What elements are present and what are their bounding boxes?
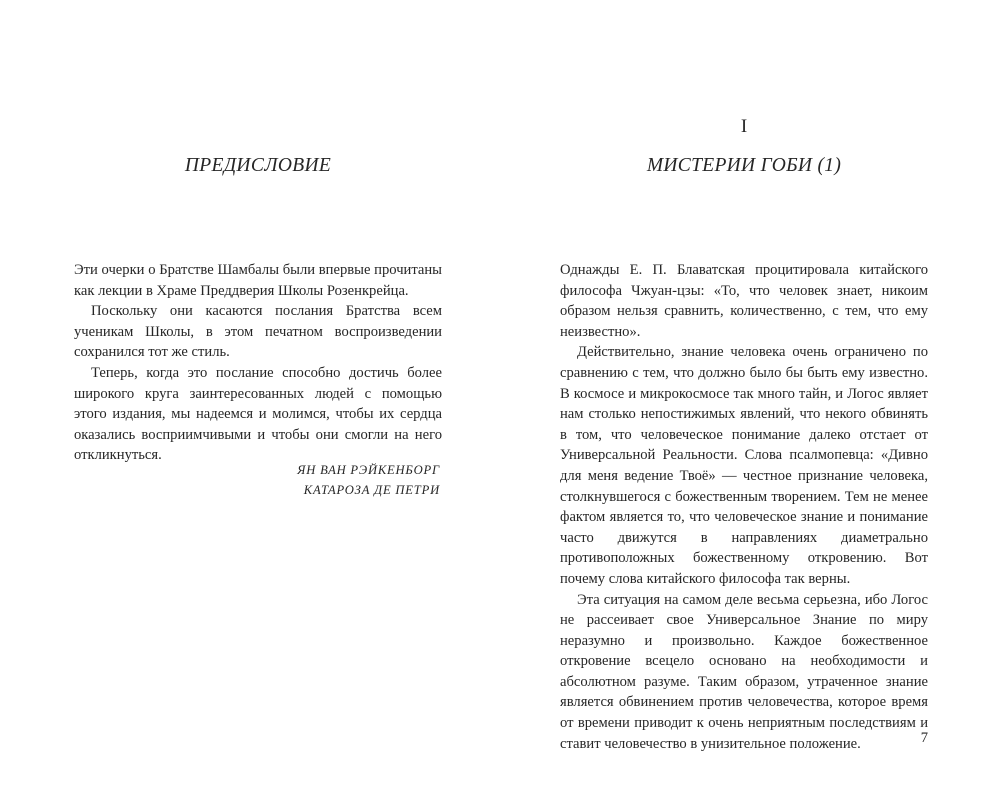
chapter-heading: МИСТЕРИИ ГОБИ (1) (646, 155, 842, 176)
author-name: ЯН ВАН РЭЙКЕНБОРГ (297, 463, 440, 477)
chapter-text (560, 260, 928, 754)
chapter-paragraph: Эта ситуация на самом деле весьма серьезна, ибо Логос не рассеивает свое Универсальное Знание по миру неразумно и произвольно. Каждое божественное откровение всецело основано на необходимости и абсолютном разуме. Таким образом, утраченное знание является обвинением против человечества, которое время от времени приводит к очень неприятным последствиям и ставит человечество в унизительное положение. (560, 591, 928, 752)
preface-paragraph: Поскольку они касаются послания Братства всем ученикам Школы, в этом печатном воспроизведении сохранился тот же стиль. (74, 303, 442, 361)
author-signatures (297, 460, 440, 500)
chapter-paragraph: Однажды Е. П. Блаватская процитировала китайского философа Чжуан-цзы: «То, что человек знает, никоим образом нельзя сравнить, количественно, с тем, что ему неизвестно». (560, 262, 928, 340)
page-number: 7 (920, 730, 928, 746)
preface-paragraph: Эти очерки о Братстве Шамбалы были впервые прочитаны как лекции в Храме Преддверия Школы Розенкрейца. (74, 262, 442, 299)
preface-text (74, 260, 442, 466)
left-page (74, 0, 442, 794)
preface-paragraph: Теперь, когда это послание способно достичь более широкого круга заинтересованных людей с помощью этого издания, мы надеемся и молимся, чтобы их сердца оказались восприимчивыми и чтобы они смогли на него откликнуться. (74, 364, 442, 464)
chapter-number: I (740, 116, 748, 137)
chapter-paragraph: Действительно, знание человека очень ограничено по сравнению с тем, что должно было бы быть ему известно. В космосе и микрокосмосе так много тайн, и Логос являет нам столько непостижимых явлений, что некого обвинять в том, что человеческое понимание далеко отстает от Универсальной Реальности. Слова псалмопевца: «Дивно для меня ведение Твоё» — честное признание человека, столкнувшегося с божественным творением. Тем не менее фактом является то, что человеческое знание и понимание часто движутся в направлениях диаметрально противоположных божественному откровению. Вот почему слова китайского философа так верны. (560, 344, 928, 587)
right-page (560, 0, 928, 794)
author-name: КАТАРОЗА ДЕ ПЕТРИ (303, 483, 440, 497)
preface-heading: ПРЕДИСЛОВИЕ (184, 155, 332, 176)
